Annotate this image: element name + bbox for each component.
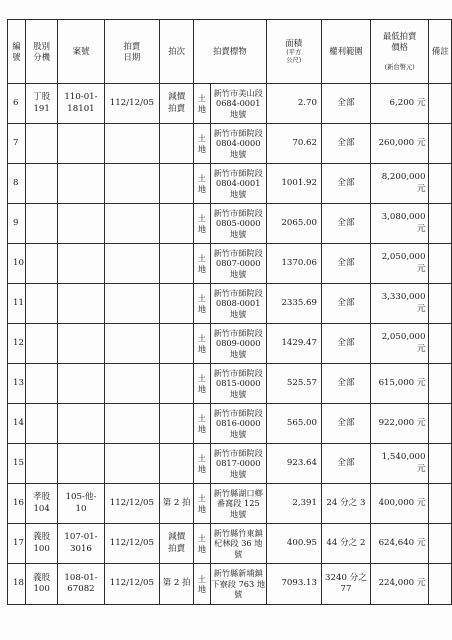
table-row xyxy=(8,364,452,404)
cell-right: 全部 xyxy=(321,364,370,404)
cell-round xyxy=(160,404,194,444)
cell-object: 新竹市師院段 0807-0000 地號 xyxy=(210,244,266,284)
cell-round xyxy=(160,124,194,164)
cell-price: 615,000 元 xyxy=(370,364,429,404)
cell-note xyxy=(429,204,452,244)
cell-unit xyxy=(25,284,57,324)
cell-date: 112/12/05 xyxy=(104,84,160,124)
auction-table xyxy=(7,19,452,605)
cell-note xyxy=(429,284,452,324)
cell-round xyxy=(160,164,194,204)
cell-date xyxy=(104,164,160,204)
cell-price: 3,330,000 元 xyxy=(370,284,429,324)
cell-right: 全部 xyxy=(321,124,370,164)
cell-unit xyxy=(25,164,57,204)
header-price-unit: (新台幣元) xyxy=(384,64,415,71)
cell-type: 土 地 xyxy=(194,164,211,204)
cell-round: 第 2 拍 xyxy=(160,484,194,524)
cell-area: 1370.06 xyxy=(266,244,321,284)
cell-no: 6 xyxy=(8,84,26,124)
cell-right: 全部 xyxy=(321,244,370,284)
cell-object: 新竹市師院段 0808-0001 地號 xyxy=(210,284,266,324)
header-right: 權利範圍 xyxy=(321,20,370,84)
cell-no: 18 xyxy=(8,564,26,605)
cell-price: 260,000 元 xyxy=(370,124,429,164)
header-area-unit: (平方 公尺) xyxy=(286,49,302,64)
cell-type: 土 地 xyxy=(194,364,211,404)
cell-date: 112/12/05 xyxy=(104,564,160,605)
cell-area: 2335.69 xyxy=(266,284,321,324)
cell-note xyxy=(429,164,452,204)
cell-object: 新竹縣湖口鄉 番窩段 125 地號 xyxy=(210,484,266,524)
cell-price: 6,200 元 xyxy=(370,84,429,124)
cell-round xyxy=(160,284,194,324)
cell-area: 565.00 xyxy=(266,404,321,444)
cell-unit: 孝股 104 xyxy=(25,484,57,524)
cell-note xyxy=(429,444,452,484)
cell-price: 400,000 元 xyxy=(370,484,429,524)
cell-no: 12 xyxy=(8,324,26,364)
header-row xyxy=(8,20,452,84)
header-note: 備註 xyxy=(429,20,452,84)
cell-date xyxy=(104,284,160,324)
cell-area: 923.64 xyxy=(266,444,321,484)
cell-right: 全部 xyxy=(321,444,370,484)
cell-note xyxy=(429,404,452,444)
cell-price: 1,540,000 元 xyxy=(370,444,429,484)
cell-area: 70.62 xyxy=(266,124,321,164)
cell-price: 2,050,000 元 xyxy=(370,244,429,284)
table-row xyxy=(8,164,452,204)
cell-area: 400.95 xyxy=(266,524,321,564)
cell-type: 土 地 xyxy=(194,84,211,124)
header-no: 編 號 xyxy=(8,20,26,84)
header-date: 拍賣 日期 xyxy=(104,20,160,84)
cell-type: 土 地 xyxy=(194,124,211,164)
cell-case xyxy=(58,444,104,484)
cell-price: 624,640 元 xyxy=(370,524,429,564)
cell-date xyxy=(104,364,160,404)
cell-right: 全部 xyxy=(321,284,370,324)
table-row xyxy=(8,84,452,124)
cell-area: 1001.92 xyxy=(266,164,321,204)
cell-no: 9 xyxy=(8,204,26,244)
cell-round xyxy=(160,324,194,364)
cell-unit: 義股 100 xyxy=(25,564,57,605)
cell-area: 7093.13 xyxy=(266,564,321,605)
cell-unit xyxy=(25,404,57,444)
cell-date: 112/12/05 xyxy=(104,484,160,524)
cell-type: 土 地 xyxy=(194,244,211,284)
table-row xyxy=(8,484,452,524)
cell-unit: 義股 100 xyxy=(25,524,57,564)
cell-note xyxy=(429,244,452,284)
table-row xyxy=(8,244,452,284)
cell-right: 24 分之 3 xyxy=(321,484,370,524)
cell-round xyxy=(160,244,194,284)
cell-round: 第 2 拍 xyxy=(160,564,194,605)
table-row xyxy=(8,404,452,444)
header-price-label: 最低拍賣 價格 xyxy=(382,31,417,52)
cell-price: 922,000 元 xyxy=(370,404,429,444)
cell-type: 土 地 xyxy=(194,484,211,524)
cell-right: 全部 xyxy=(321,84,370,124)
cell-right: 全部 xyxy=(321,204,370,244)
cell-round xyxy=(160,364,194,404)
cell-date xyxy=(104,244,160,284)
cell-note xyxy=(429,484,452,524)
cell-no: 8 xyxy=(8,164,26,204)
cell-type: 土 地 xyxy=(194,564,211,605)
cell-no: 10 xyxy=(8,244,26,284)
cell-no: 14 xyxy=(8,404,26,444)
table-row xyxy=(8,124,452,164)
table-row xyxy=(8,324,452,364)
cell-case: 105-他- 10 xyxy=(58,484,104,524)
cell-note xyxy=(429,564,452,605)
cell-case: 110-01- 18101 xyxy=(58,84,104,124)
cell-round xyxy=(160,204,194,244)
cell-no: 17 xyxy=(8,524,26,564)
table-row xyxy=(8,284,452,324)
cell-type: 土 地 xyxy=(194,404,211,444)
cell-unit xyxy=(25,244,57,284)
cell-price: 224,000 元 xyxy=(370,564,429,605)
cell-right: 3240 分之 77 xyxy=(321,564,370,605)
cell-object: 新竹市師院段 0809-0000 地號 xyxy=(210,324,266,364)
cell-case: 107-01- 3016 xyxy=(58,524,104,564)
cell-area: 2065.00 xyxy=(266,204,321,244)
cell-note xyxy=(429,524,452,564)
table-row xyxy=(8,564,452,605)
cell-type: 土 地 xyxy=(194,324,211,364)
cell-area: 2,391 xyxy=(266,484,321,524)
cell-case xyxy=(58,164,104,204)
cell-case xyxy=(58,284,104,324)
cell-right: 全部 xyxy=(321,404,370,444)
header-object: 拍賣標物 xyxy=(194,20,266,84)
cell-round xyxy=(160,444,194,484)
cell-case xyxy=(58,204,104,244)
header-unit: 股別 分機 xyxy=(25,20,57,84)
cell-unit xyxy=(25,444,57,484)
cell-note xyxy=(429,364,452,404)
cell-price: 3,080,000 元 xyxy=(370,204,429,244)
cell-object: 新竹市師院段 0805-0000 地號 xyxy=(210,204,266,244)
cell-unit xyxy=(25,364,57,404)
table-row xyxy=(8,444,452,484)
cell-price: 2,050,000 元 xyxy=(370,324,429,364)
cell-right: 44 分之 2 xyxy=(321,524,370,564)
cell-no: 13 xyxy=(8,364,26,404)
cell-object: 新竹市師院段 0804-0001 地號 xyxy=(210,164,266,204)
cell-type: 土 地 xyxy=(194,444,211,484)
cell-date xyxy=(104,204,160,244)
cell-object: 新竹市美山段 0684-0001 地號 xyxy=(210,84,266,124)
cell-case xyxy=(58,124,104,164)
cell-right: 全部 xyxy=(321,164,370,204)
cell-object: 新竹市師院段 0817-0000 地號 xyxy=(210,444,266,484)
header-area xyxy=(266,20,321,84)
table-row xyxy=(8,204,452,244)
cell-case xyxy=(58,404,104,444)
header-price xyxy=(370,20,429,84)
cell-round: 減價 拍賣 xyxy=(160,84,194,124)
cell-area: 1429.47 xyxy=(266,324,321,364)
cell-round: 減價 拍賣 xyxy=(160,524,194,564)
cell-note xyxy=(429,84,452,124)
header-case: 案號 xyxy=(58,20,104,84)
cell-no: 7 xyxy=(8,124,26,164)
cell-date xyxy=(104,124,160,164)
cell-no: 16 xyxy=(8,484,26,524)
cell-area: 525.57 xyxy=(266,364,321,404)
cell-case xyxy=(58,324,104,364)
cell-case xyxy=(58,244,104,284)
cell-case: 108-01- 67082 xyxy=(58,564,104,605)
cell-type: 土 地 xyxy=(194,284,211,324)
cell-type: 土 地 xyxy=(194,524,211,564)
cell-no: 11 xyxy=(8,284,26,324)
cell-date: 112/12/05 xyxy=(104,524,160,564)
cell-unit: 丁股 191 xyxy=(25,84,57,124)
header-area-label: 面積 xyxy=(285,38,303,48)
cell-note xyxy=(429,124,452,164)
cell-object: 新竹縣竹東鎮 杞林段 36 地號 xyxy=(210,524,266,564)
cell-date xyxy=(104,324,160,364)
cell-object: 新竹市師院段 0815-0000 地號 xyxy=(210,364,266,404)
cell-unit xyxy=(25,324,57,364)
cell-note xyxy=(429,324,452,364)
cell-object: 新竹市師院段 0804-0000 地號 xyxy=(210,124,266,164)
cell-object: 新竹市師院段 0816-0000 地號 xyxy=(210,404,266,444)
cell-date xyxy=(104,404,160,444)
header-round: 拍次 xyxy=(160,20,194,84)
cell-price: 8,200,000 元 xyxy=(370,164,429,204)
cell-case xyxy=(58,364,104,404)
cell-object: 新竹縣新埔鎮 下寮段 763 地 號 xyxy=(210,564,266,605)
cell-type: 土 地 xyxy=(194,204,211,244)
cell-unit xyxy=(25,124,57,164)
cell-date xyxy=(104,444,160,484)
table-row xyxy=(8,524,452,564)
cell-no: 15 xyxy=(8,444,26,484)
cell-right: 全部 xyxy=(321,324,370,364)
cell-unit xyxy=(25,204,57,244)
cell-area: 2.70 xyxy=(266,84,321,124)
